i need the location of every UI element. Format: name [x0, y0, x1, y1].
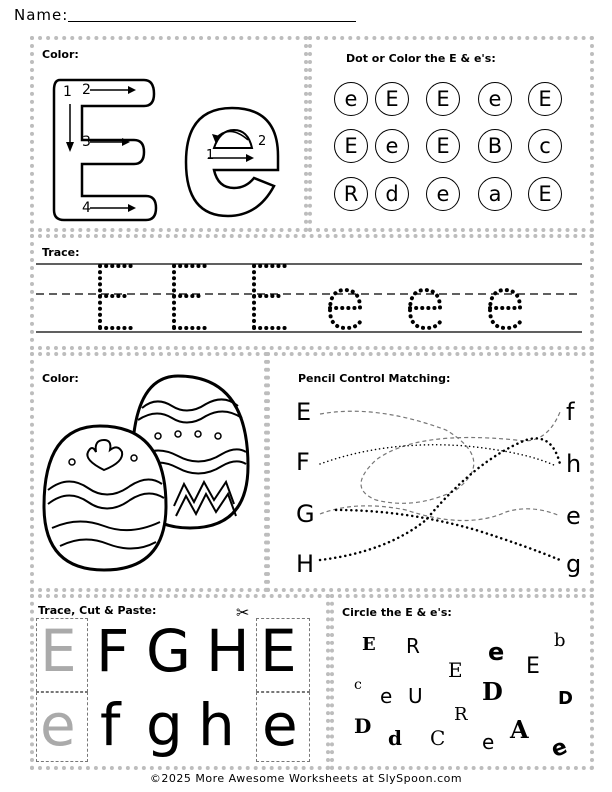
match-left-letter: G [296, 500, 315, 528]
trace-cut-paste-label: Trace, Cut & Paste: [38, 604, 157, 617]
scatter-letter[interactable]: E [526, 654, 540, 679]
color-eggs-label: Color: [42, 372, 79, 385]
scatter-letter[interactable]: C [430, 726, 446, 750]
trace-letter [94, 262, 140, 334]
dot-circle[interactable]: E [528, 177, 562, 211]
paste-lower-letter: e [262, 691, 298, 759]
dot-circle[interactable]: R [334, 177, 368, 211]
dot-circle[interactable]: a [478, 177, 512, 211]
dot-circle[interactable]: E [528, 82, 562, 116]
dot-circle[interactable]: E [375, 82, 409, 116]
scatter-letter[interactable]: e [380, 684, 393, 708]
trace-letter [248, 262, 294, 334]
scatter-letter[interactable]: R [454, 704, 468, 725]
scatter-letter[interactable]: D [482, 677, 503, 706]
dot-circle[interactable]: c [528, 129, 562, 163]
upper-letter: F [96, 617, 130, 685]
dot-circle[interactable]: e [478, 82, 512, 116]
dot-circle[interactable]: B [478, 129, 512, 163]
dot-circle[interactable]: E [426, 129, 460, 163]
trace-lower-letter: e [40, 691, 76, 759]
trace-letters-dotted[interactable] [94, 262, 534, 332]
name-line[interactable] [68, 21, 356, 22]
lower-stroke-number-2: 2 [258, 134, 267, 149]
scatter-letter[interactable]: E [448, 658, 463, 682]
upper-letter: G [146, 617, 191, 685]
paste-upper-letter: E [260, 617, 297, 685]
match-left-letter: E [296, 398, 312, 426]
trace-letter [486, 262, 530, 334]
circle-label: Circle the E & e's: [342, 606, 452, 619]
upper-letter: H [206, 617, 250, 685]
scatter-letter[interactable]: e [488, 638, 505, 666]
stroke-number-4: 4 [82, 200, 91, 216]
matching-paths[interactable] [316, 400, 576, 570]
dot-circle[interactable]: e [375, 129, 409, 163]
scatter-letter[interactable]: A [510, 715, 529, 744]
trace-letter [326, 262, 370, 334]
scatter-letter[interactable]: R [406, 634, 420, 658]
trace-letter [406, 262, 450, 334]
dot-circle[interactable]: E [426, 82, 460, 116]
lowercase-e-outline [178, 100, 288, 220]
lower-letter: f [100, 691, 121, 759]
stroke-number-3: 3 [82, 134, 91, 150]
match-right-letter: g [566, 550, 582, 578]
match-right-letter: h [566, 450, 582, 478]
scatter-letter[interactable]: e [548, 734, 571, 763]
scatter-letter[interactable]: c [354, 677, 362, 693]
easter-eggs-illustration [38, 366, 258, 576]
dot-circle[interactable]: d [375, 177, 409, 211]
match-right-letter: e [566, 502, 581, 530]
pencil-control-label: Pencil Control Matching: [298, 372, 451, 385]
trace-upper-letter: E [40, 617, 77, 685]
lower-letter: h [198, 691, 235, 759]
match-left-letter: F [296, 448, 310, 476]
trace-letter [168, 262, 214, 334]
footer-credit: ©2025 More Awesome Worksheets at SlySpoon.com [149, 772, 463, 785]
dot-circle[interactable]: e [334, 82, 368, 116]
scatter-letter[interactable]: D [558, 688, 573, 709]
stroke-number-1: 1 [63, 84, 72, 100]
lower-stroke-number-1: 1 [206, 148, 215, 163]
dot-color-label: Dot or Color the E & e's: [346, 52, 496, 65]
name-label: Name: [14, 6, 69, 24]
color-letter-label: Color: [42, 48, 79, 61]
dot-circle[interactable]: E [334, 129, 368, 163]
scatter-letter[interactable]: U [408, 684, 423, 708]
stroke-number-2: 2 [82, 82, 91, 98]
match-left-letter: H [296, 550, 315, 578]
scatter-letter[interactable]: E [362, 634, 376, 655]
scissors-icon: ✂ [236, 603, 250, 622]
dot-circle[interactable]: e [426, 177, 460, 211]
trace-label: Trace: [42, 246, 80, 259]
lower-letter: g [146, 691, 183, 759]
match-right-letter: f [566, 398, 575, 426]
scatter-letter[interactable]: e [482, 730, 495, 754]
scatter-letter[interactable]: D [354, 714, 372, 738]
scatter-letter[interactable]: b [554, 630, 566, 651]
scatter-letter[interactable]: d [388, 726, 402, 750]
